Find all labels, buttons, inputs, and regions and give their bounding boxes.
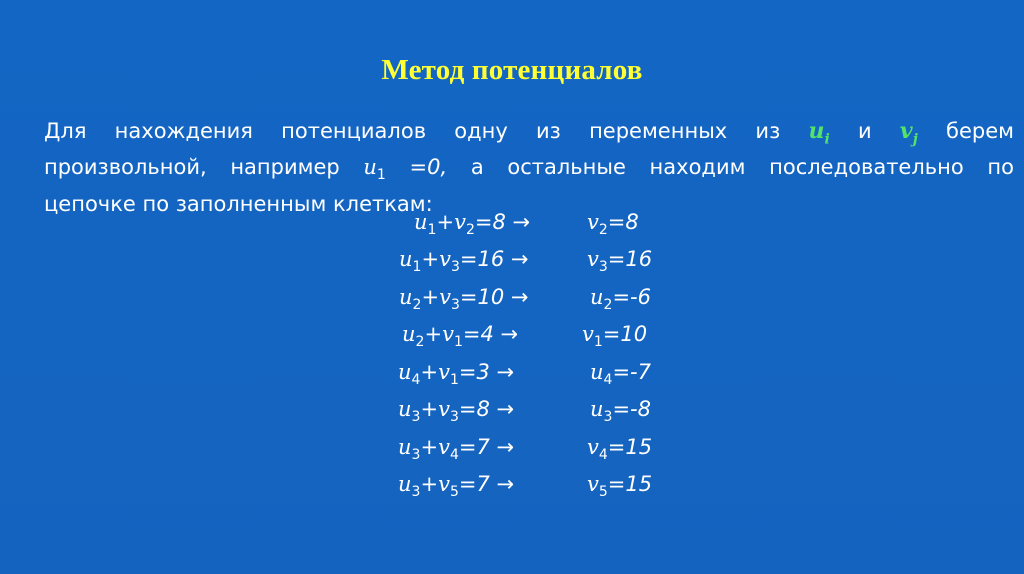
result-subscript: 2 — [603, 297, 613, 314]
result-var: v — [587, 247, 599, 271]
arrow-icon: → — [496, 397, 515, 421]
equation-subscript: 3 — [411, 409, 421, 426]
arrow-icon: → — [496, 435, 515, 459]
result-var: v — [582, 322, 594, 346]
equation-result — [590, 285, 651, 313]
result-subscript: 1 — [593, 334, 603, 351]
equation-subscript: 3 — [411, 484, 421, 501]
equation-result — [590, 397, 651, 425]
equation-row — [0, 210, 1024, 240]
equation-value: =8 — [474, 210, 506, 234]
arrow-icon: → — [500, 322, 519, 346]
equation-row — [0, 360, 1024, 390]
paragraph-text: берем — [946, 119, 1014, 143]
result-value: =-7 — [612, 360, 651, 384]
arrow-icon: → — [496, 472, 515, 496]
equation-subscript: 1 — [427, 222, 437, 239]
result-value: =8 — [607, 210, 639, 234]
equation-var: v — [438, 435, 450, 459]
equation-var: v — [438, 360, 450, 384]
paragraph-line-3: цепочке по заполненным клеткам: — [44, 191, 433, 216]
equation-subscript: 2 — [465, 222, 475, 239]
equation-var: v — [438, 397, 450, 421]
result-var: u — [590, 285, 604, 309]
paragraph-text: и — [858, 119, 872, 143]
equation-lhs — [398, 435, 514, 463]
equation-var: u — [399, 247, 413, 271]
paragraph-text: Для нахождения потенциалов одну из переменных из — [44, 119, 781, 143]
equation-operator: + — [420, 360, 439, 384]
equation-value: =16 — [459, 247, 505, 271]
variable-v-j: $v_j$ — [899, 118, 918, 148]
slide-title: Метод потенциалов — [381, 54, 643, 86]
equation-lhs — [414, 210, 530, 238]
paragraph-text: а остальные находим последовательно по — [470, 155, 1014, 180]
arrow-icon: → — [496, 360, 515, 384]
result-subscript: 3 — [603, 409, 613, 426]
equation-value: =8 — [458, 397, 490, 421]
equation-operator: + — [421, 247, 440, 271]
equation-var: v — [439, 285, 451, 309]
example-assignment: $u_1 =0$, — [363, 155, 448, 184]
equation-subscript: 1 — [412, 259, 422, 276]
equation-operator: + — [421, 285, 440, 309]
result-value: =-8 — [612, 397, 651, 421]
result-value: =15 — [607, 472, 653, 496]
intro-paragraph — [44, 117, 1014, 218]
equation-result — [590, 360, 651, 388]
equation-result — [582, 322, 647, 350]
equation-value: =10 — [459, 285, 505, 309]
result-var: v — [587, 210, 599, 234]
equation-subscript: 3 — [450, 259, 460, 276]
equation-result — [587, 472, 652, 500]
equation-result — [587, 210, 639, 238]
equation-var: v — [442, 322, 454, 346]
equation-operator: + — [420, 397, 439, 421]
equation-row — [0, 285, 1024, 315]
result-subscript: 4 — [603, 372, 613, 389]
paragraph-line-2 — [44, 153, 1014, 189]
result-value: =15 — [607, 435, 653, 459]
result-subscript: 2 — [598, 222, 608, 239]
equation-var: u — [414, 210, 428, 234]
equation-subscript: 5 — [449, 484, 459, 501]
equation-lhs — [398, 360, 514, 388]
equation-subscript: 2 — [415, 334, 425, 351]
equation-lhs — [402, 322, 518, 350]
equation-value: =7 — [458, 472, 490, 496]
arrow-icon: → — [512, 210, 531, 234]
equation-row — [0, 247, 1024, 277]
equation-lhs — [399, 247, 528, 275]
equation-operator: + — [436, 210, 455, 234]
result-subscript: 3 — [598, 259, 608, 276]
equation-var: u — [402, 322, 416, 346]
equation-var: u — [398, 472, 412, 496]
result-var: v — [587, 472, 599, 496]
result-value: =10 — [602, 322, 648, 346]
arrow-icon: → — [510, 285, 529, 309]
equation-row — [0, 322, 1024, 352]
equation-operator: + — [420, 472, 439, 496]
result-subscript: 4 — [598, 447, 608, 464]
equation-operator: + — [424, 322, 443, 346]
equation-subscript: 3 — [450, 297, 460, 314]
equation-subscript: 3 — [449, 409, 459, 426]
arrow-icon: → — [510, 247, 529, 271]
variable-u-i: $u_i$ — [808, 118, 830, 148]
equations-list — [0, 210, 1024, 510]
equation-subscript: 3 — [411, 447, 421, 464]
equation-subscript: 1 — [453, 334, 463, 351]
equation-lhs — [398, 397, 514, 425]
equation-value: =7 — [458, 435, 490, 459]
result-var: u — [590, 360, 604, 384]
equation-row — [0, 435, 1024, 465]
paragraph-line-1 — [44, 117, 1014, 153]
equation-var: u — [398, 360, 412, 384]
equation-operator: + — [420, 435, 439, 459]
equation-var: v — [439, 247, 451, 271]
equation-var: u — [398, 397, 412, 421]
equation-lhs — [399, 285, 528, 313]
equation-lhs — [398, 472, 514, 500]
equation-subscript: 2 — [412, 297, 422, 314]
equation-var: u — [398, 435, 412, 459]
result-value: =16 — [607, 247, 653, 271]
equation-subscript: 4 — [449, 447, 459, 464]
equation-result — [587, 247, 652, 275]
equation-var: v — [438, 472, 450, 496]
result-value: =-6 — [612, 285, 651, 309]
result-var: v — [587, 435, 599, 459]
result-subscript: 5 — [598, 484, 608, 501]
equation-var: v — [454, 210, 466, 234]
equation-row — [0, 397, 1024, 427]
paragraph-text: произвольной, например — [44, 155, 340, 180]
equation-subscript: 1 — [449, 372, 459, 389]
equation-row — [0, 472, 1024, 502]
equation-value: =3 — [458, 360, 490, 384]
equation-var: u — [399, 285, 413, 309]
result-var: u — [590, 397, 604, 421]
equation-value: =4 — [462, 322, 494, 346]
equation-subscript: 4 — [411, 372, 421, 389]
equation-result — [587, 435, 652, 463]
